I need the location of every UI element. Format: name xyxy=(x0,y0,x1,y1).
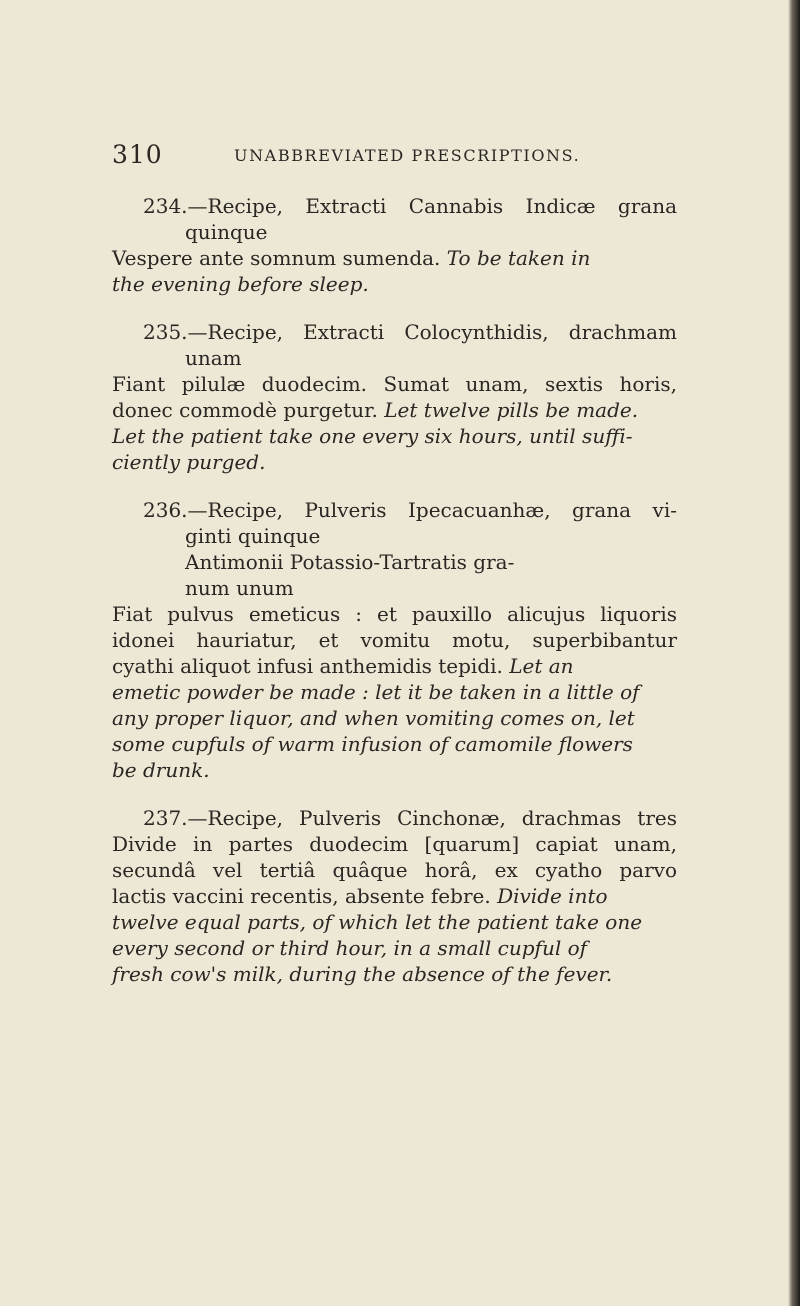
latin-text: Antimonii Potassio-Tartratis gra- xyxy=(185,550,515,574)
latin-text: quinque xyxy=(185,220,268,244)
text-line xyxy=(112,909,677,935)
text-line xyxy=(112,857,677,883)
english-translation: twelve equal parts, of which let the patient take one xyxy=(112,910,643,934)
english-translation: the evening before sleep. xyxy=(112,272,369,296)
text-line xyxy=(112,523,677,549)
english-translation: any proper liquor, and when vomiting comes on, let xyxy=(112,706,635,730)
prescription-236 xyxy=(112,497,677,783)
text-line xyxy=(112,679,677,705)
english-translation: every second or third hour, in a small cupful of xyxy=(112,936,588,960)
text-line xyxy=(112,449,677,475)
running-head: UNABBREVIATED PRESCRIPTIONS. xyxy=(234,146,581,165)
text-line xyxy=(112,423,677,449)
text-line xyxy=(112,935,677,961)
prescription-235 xyxy=(112,319,677,475)
text-line xyxy=(112,601,677,627)
text-line xyxy=(112,883,677,909)
text-line xyxy=(112,575,677,601)
text-line xyxy=(112,345,677,371)
latin-text: 237.—Recipe, Pulveris Cinchonæ, drachmas tres xyxy=(143,806,677,830)
latin-text: Fiant pilulæ duodecim. Sumat unam, sextis horis, xyxy=(112,372,677,396)
latin-text: Divide in partes duodecim [quarum] capiat unam, xyxy=(112,832,677,856)
latin-text: secundâ vel tertiâ quâque horâ, ex cyatho parvo xyxy=(112,858,677,882)
text-line xyxy=(112,653,677,679)
text-line xyxy=(112,371,677,397)
latin-text: cyathi aliquot infusi anthemidis tepidi. xyxy=(112,654,510,678)
english-translation: Let twelve pills be made. xyxy=(384,398,639,422)
english-translation: fresh cow's milk, during the absence of the fever. xyxy=(112,962,613,986)
text-line xyxy=(112,497,677,523)
text-line xyxy=(112,961,677,987)
page-header xyxy=(112,140,672,170)
latin-text: idonei hauriatur, et vomitu motu, superbibantur xyxy=(112,628,677,652)
latin-text: 236.—Recipe, Pulveris Ipecacuanhæ, grana vi- xyxy=(143,498,677,522)
latin-text: 234.—Recipe, Extracti Cannabis Indicæ grana xyxy=(143,194,677,218)
text-line xyxy=(112,219,677,245)
page-number: 310 xyxy=(112,140,163,169)
english-translation: be drunk. xyxy=(112,758,210,782)
text-line xyxy=(112,731,677,757)
english-translation: emetic powder be made : let it be taken in a little of xyxy=(112,680,640,704)
text-line xyxy=(112,757,677,783)
latin-text: ginti quinque xyxy=(185,524,321,548)
text-line xyxy=(112,271,677,297)
prescription-237 xyxy=(112,805,677,987)
prescription-234 xyxy=(112,193,677,297)
text-line xyxy=(112,549,677,575)
text-line xyxy=(112,193,677,219)
latin-text: lactis vaccini recentis, absente febre. xyxy=(112,884,498,908)
english-translation: some cupfuls of warm infusion of camomile flowers xyxy=(112,732,633,756)
text-line xyxy=(112,319,677,345)
english-translation: To be taken in xyxy=(446,246,591,270)
prescriptions-text xyxy=(112,193,677,1009)
latin-text: Vespere ante somnum sumenda. xyxy=(112,246,447,270)
english-translation: Let an xyxy=(509,654,574,678)
page-edge-shadow xyxy=(788,0,800,1306)
english-translation: Divide into xyxy=(497,884,608,908)
english-translation: Let the patient take one every six hours, until suffi- xyxy=(112,424,633,448)
text-line xyxy=(112,805,677,831)
latin-text: Fiat pulvus emeticus : et pauxillo alicujus liquoris xyxy=(112,602,677,626)
latin-text: unam xyxy=(185,346,242,370)
english-translation: ciently purged. xyxy=(112,450,266,474)
text-line xyxy=(112,705,677,731)
text-line xyxy=(112,831,677,857)
text-line xyxy=(112,245,677,271)
text-line xyxy=(112,627,677,653)
text-line xyxy=(112,397,677,423)
latin-text: num unum xyxy=(185,576,294,600)
latin-text: donec commodè purgetur. xyxy=(112,398,385,422)
latin-text: 235.—Recipe, Extracti Colocynthidis, drachmam xyxy=(143,320,677,344)
